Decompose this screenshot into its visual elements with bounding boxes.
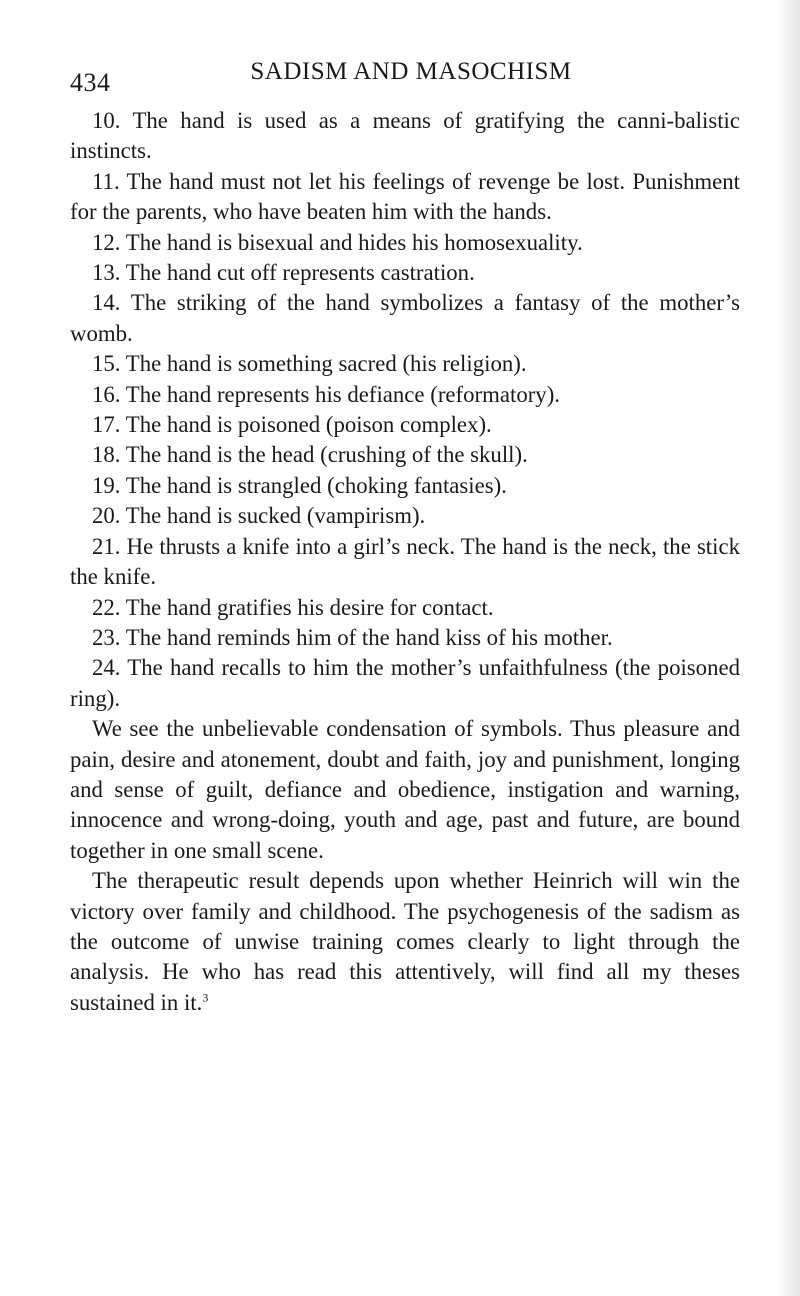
list-item-24: 24. The hand recalls to him the mother’s unfaithfulness (the poisoned ring). [70, 655, 740, 711]
list-item-10: 10. The hand is used as a means of gratifying the canni-balistic instincts. [70, 108, 740, 164]
list-item-18: 18. The hand is the head (crushing of the skull). [92, 442, 528, 468]
running-head [70, 58, 740, 98]
list-item-16: 16. The hand represents his defiance (reformatory). [92, 381, 560, 407]
list-item-23: 23. The hand reminds him of the hand kiss of his mother. [92, 624, 613, 650]
list-item-19: 19. The hand is strangled (choking fantasies). [92, 472, 507, 498]
paragraph-therapeutic-result [70, 866, 740, 1018]
list-item-12: 12. The hand is bisexual and hides his homosexuality. [92, 229, 583, 255]
running-title: SADISM AND MASOCHISM [250, 58, 572, 85]
list-item-15: 15. The hand is something sacred (his religion). [92, 351, 527, 377]
page-number: 434 [70, 68, 111, 97]
list-item-20: 20. The hand is sucked (vampirism). [92, 503, 426, 529]
paragraph-condensation: We see the unbelievable condensation of symbols. Thus pleasure and pain, desire and atonement, doubt and faith, joy and punishment, longing and sense of guilt, defiance and obedience, instigation and warning, innocence and wrong-doing, youth and age, past and future, are bound together in one small scene. [70, 716, 740, 863]
footnote-marker: 3 [202, 990, 209, 1005]
book-page [70, 58, 740, 1018]
list-item-14: 14. The striking of the hand symbolizes a fantasy of the mother’s womb. [70, 290, 740, 346]
list-item-13: 13. The hand cut off represents castration. [92, 260, 475, 286]
page-edge-shadow [778, 0, 800, 1296]
list-item-22: 22. The hand gratifies his desire for contact. [92, 594, 494, 620]
paragraph-therapeutic-text: The therapeutic result depends upon whether Heinrich will win the victory over family and childhood. The psychogenesis of the sadism as the outcome of unwise training comes clearly to light through the analysis. He who has read this attentively, will find all my theses sustained in it. [70, 868, 740, 1015]
body-text [70, 106, 740, 1018]
list-item-21: 21. He thrusts a knife into a girl’s neck. The hand is the neck, the stick the knife. [70, 533, 740, 590]
list-item-17: 17. The hand is poisoned (poison complex). [92, 412, 492, 438]
list-item-11: 11. The hand must not let his feelings of revenge be lost. Punishment for the parents, who have beaten him with the hands. [70, 168, 740, 225]
